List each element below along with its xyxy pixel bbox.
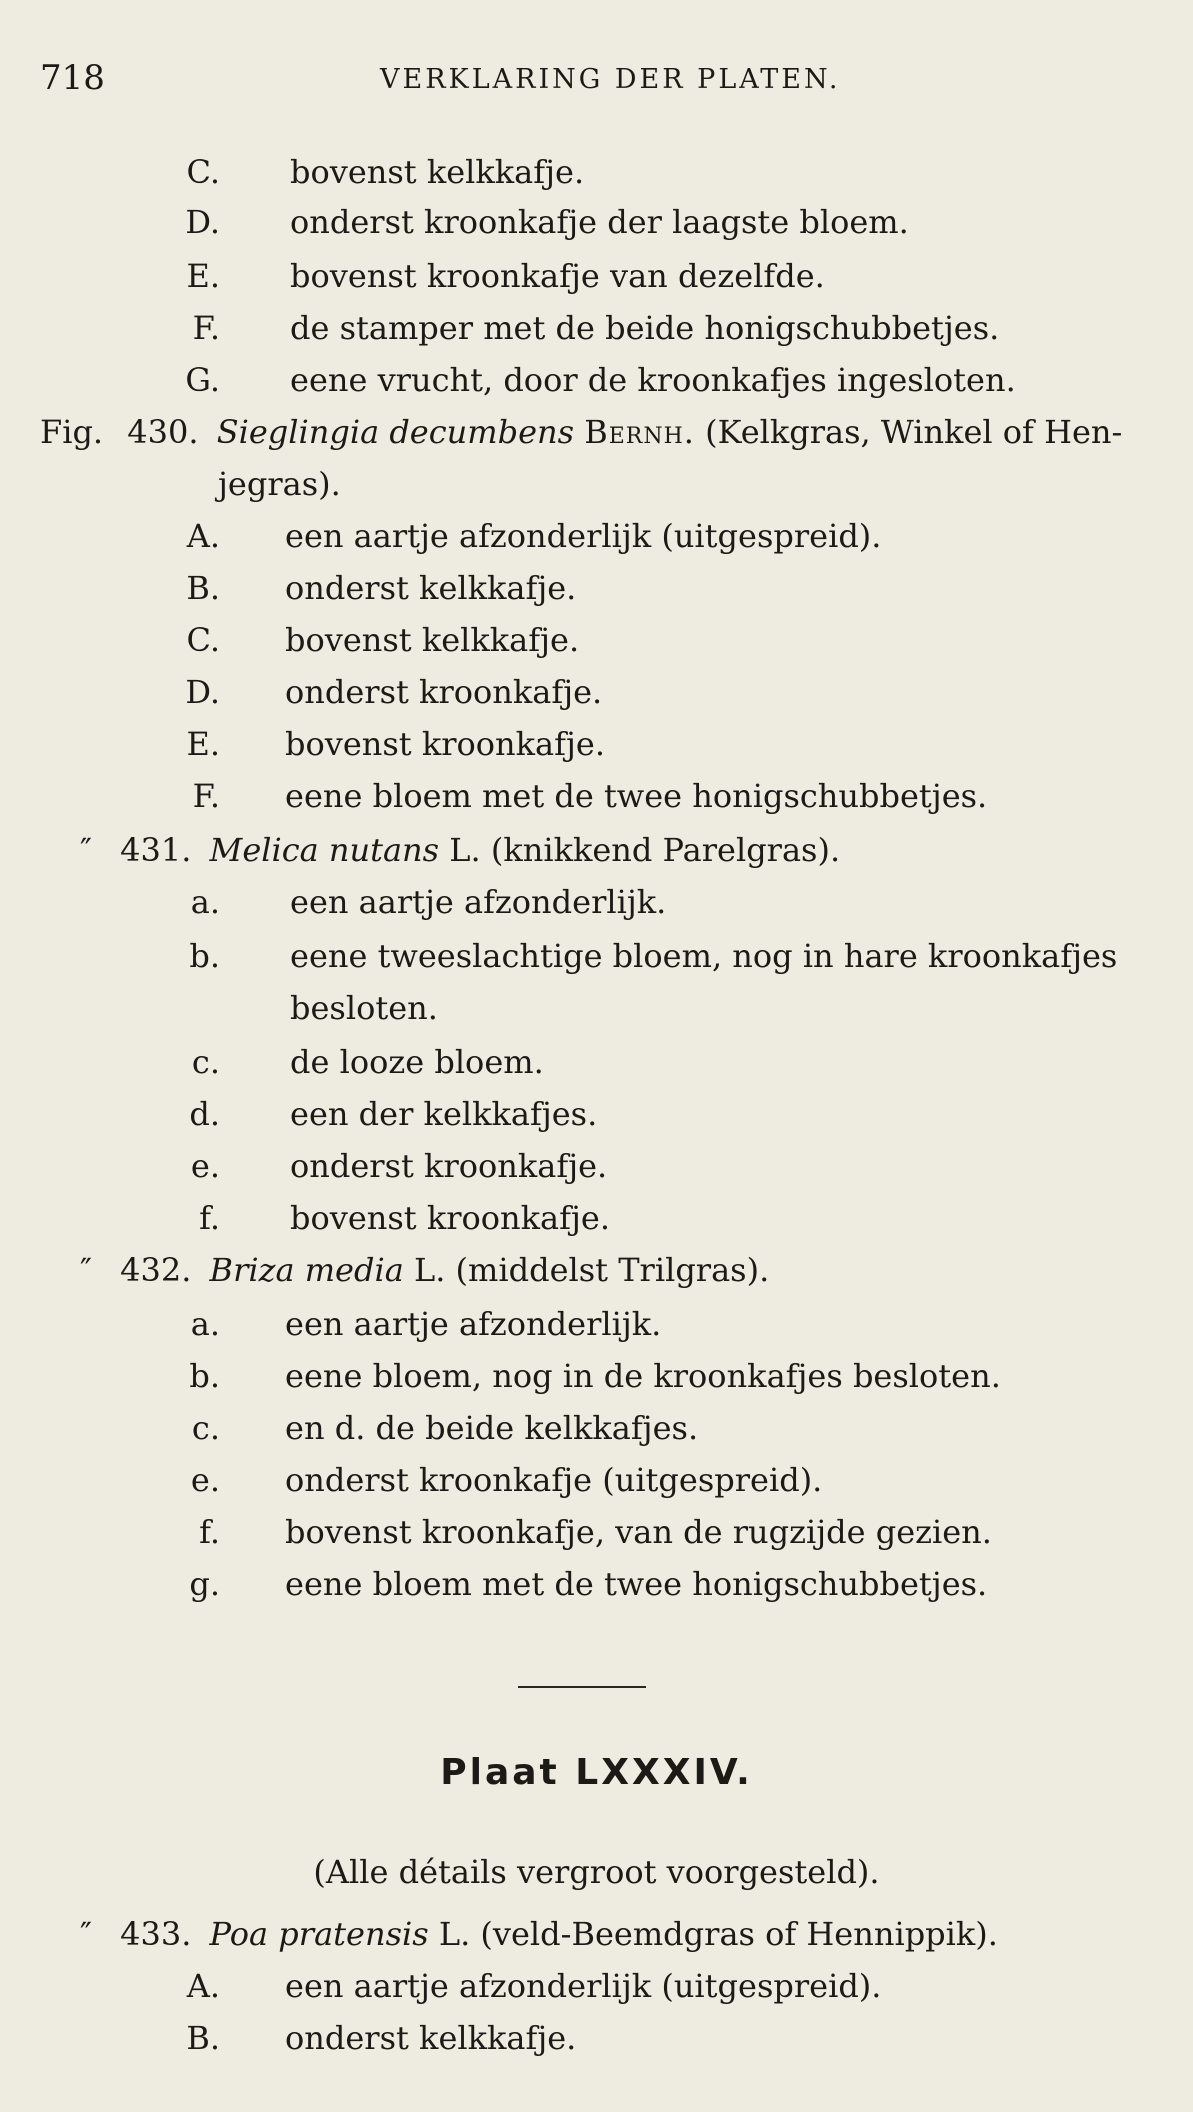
list-item-continuation: besloten. bbox=[290, 989, 438, 1027]
plate-heading: Plaat LXXXIV. bbox=[440, 1752, 753, 1793]
figure-entry-432: ″ 432. Briza media L. (middelst Trilgras). bbox=[80, 1251, 770, 1289]
page-number: 718 bbox=[40, 58, 105, 98]
section-divider bbox=[518, 1686, 646, 1688]
figure-entry-continuation: jegras). bbox=[218, 465, 341, 503]
plate-note: (Alle détails vergroot voorgesteld). bbox=[313, 1853, 880, 1891]
book-page: 718 VERKLARING DER PLATEN. C. bovenst kelkkafje. D. onderst kroonkafje der laagste bloem. E. bovenst kroonkafje van dezelfde. F. de stamper met de beide honigschubbetjes. G. eene vrucht, door de kroonkafjes ingesloten. Fig. 430. Sieglingia decumbens Bernh. (Kelkgras, Winkel of Hen- jegras). A. een aartje afzonderlijk (uitgespreid). B. onderst kelkkafje. C. bovenst kelkkafje. D. onderst kroonkafje. E. bovenst kroonkafje. F. eene bloem met de twee honigschubbetjes. ″ 431. Melica nutans L. (knikkend Parelgras). a. een aartje afzonderlijk. b. eene tweeslachtige bloem, nog in hare kroonkafjes besloten. c. de looze bloem. d. een der kelkkafjes. e. onderst kroonkafje. f. bovenst kroonkafje. ″ 432. Briza media L. (middelst Trilgras). a. een aartje afzonderlijk. b. eene bloem, nog in de kroonkafjes besloten. c. en d. de beide kelkkafjes. e. onderst kroonkafje (uitgespreid). f. bovenst kroonkafje, van de rugzijde gezien. g. eene bloem met de twee honigschubbetjes. Plaat LXXXIV. (Alle détails vergroot voorgesteld). ″ 433. Poa pratensis L. (veld-Beemdgras of Hennippik). A. een aartje afzonderlijk (uitgespreid). B. onderst kelkkafje. bbox=[0, 0, 1193, 2112]
figure-entry-430: Fig. 430. Sieglingia decumbens Bernh. (Kelkgras, Winkel of Hen- bbox=[40, 413, 1123, 451]
figure-entry-431: ″ 431. Melica nutans L. (knikkend Parelgras). bbox=[80, 831, 841, 869]
figure-entry-433: ″ 433. Poa pratensis L. (veld-Beemdgras of Hennippik). bbox=[80, 1915, 998, 1953]
running-title: VERKLARING DER PLATEN. bbox=[380, 64, 841, 95]
